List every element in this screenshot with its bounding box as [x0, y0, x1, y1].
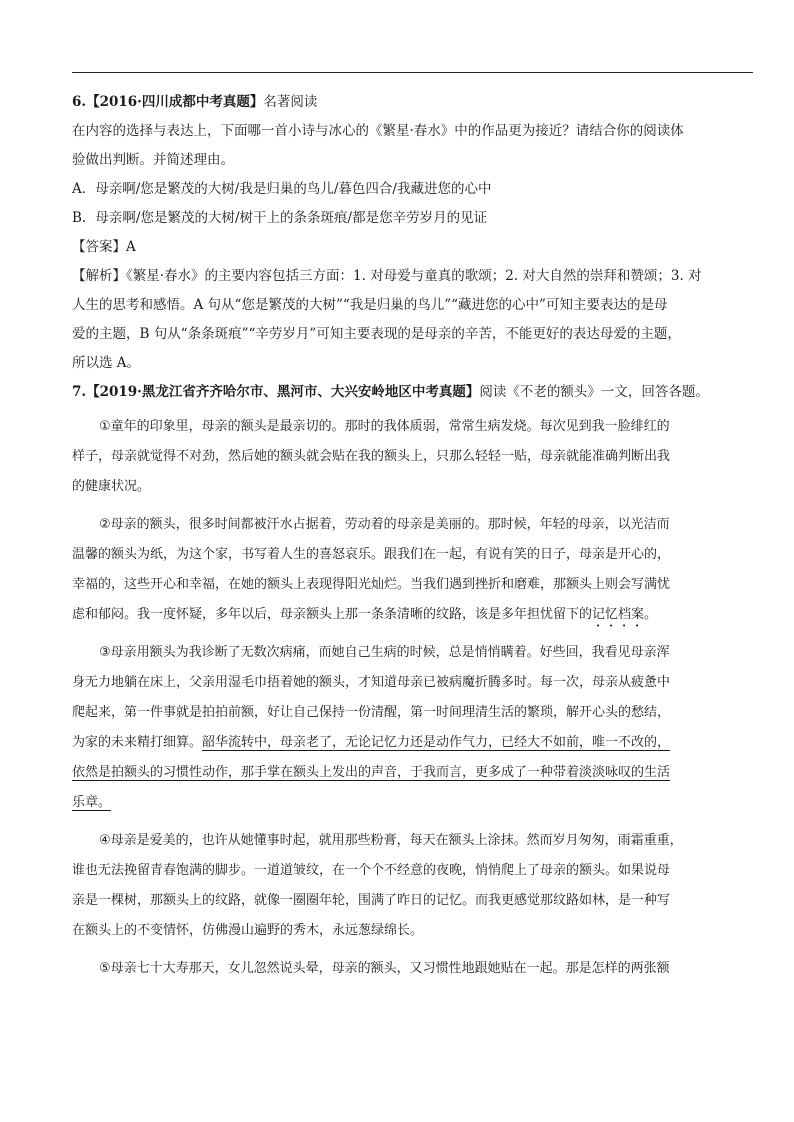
- q7-title: [72, 380, 753, 404]
- p2-line: 温馨的额头为纸，为这个家，书写着人生的喜怒哀乐。跟我们在一起，有说有笑的日子，母亲是开心的，: [72, 547, 671, 562]
- p2-line: [72, 600, 753, 630]
- p5-line: ⑤母亲七十大寿那天，女儿忽然说头晕，母亲的额头，又习惯性地跟她贴在一起。那是怎样的两张额: [99, 961, 670, 976]
- underlined-sentence: 依然是拍额头的习惯性动作，那手掌在额头上发出的声音，于我而言，更多成了一种带着淡淡咏叹的生活: [72, 765, 671, 780]
- q6-number: 6.: [72, 94, 87, 110]
- dotted-phrase: 记忆档案: [592, 607, 645, 622]
- p4-line: ④母亲是爱美的，也许从她懂事时起，就用那些粉膏，每天在额头上涂抹。然而岁月匆匆，雨霜重重，: [99, 833, 683, 848]
- p1-line: 的健康状况。: [72, 479, 151, 494]
- q7-intro: 阅读《不老的额头》一文，回答各题。: [479, 384, 709, 400]
- q6-title: [72, 90, 753, 114]
- q6-option-b: B．母亲啊/您是繁茂的大树/树干上的条条斑痕/都是您辛劳岁月的见证: [72, 210, 488, 226]
- p3-line: 爬起来，第一件事就是拍拍前额，好让自己保持一份清醒，第一时间理清生活的繁琐，解开心头的愁结，: [72, 705, 671, 720]
- essay: [72, 412, 753, 984]
- q6-answer: [72, 235, 753, 259]
- q6-topic: 名著阅读: [263, 94, 318, 110]
- answer-label: 【答案】: [72, 239, 126, 255]
- header-rule: [72, 72, 753, 73]
- analysis-label: 【解析】: [72, 268, 126, 284]
- p4-line: 谁也无法挽留青春饱满的脚步。一道道皱纹，在一个个不经意的夜晚，悄悄爬上了母亲的额头。如果说母: [72, 863, 671, 878]
- p1-line: 样子，母亲就觉得不对劲，然后她的额头就会贴在我的额头上，只那么轻轻一贴，母亲就能准确判断出我: [72, 449, 671, 464]
- q6-analysis-2: 人生的思考和感悟。A 句从“您是繁茂的大树”“我是归巢的鸟儿”“藏进您的心中”可知主要表达的是母: [72, 297, 668, 313]
- underlined-sentence: 韶华流转中，母亲老了，无论记忆力还是动作气力，已经大不如前，唯一不改的，: [202, 735, 671, 750]
- underlined-sentence: 乐章。: [72, 795, 112, 810]
- q6-analysis-3: 爱的主题，B 句从“条条斑痕”“辛劳岁月”可知主要表现的是母亲的辛苦，不能更好的表达母爱的主题，: [72, 326, 681, 342]
- p2-line: 幸福的，这些开心和幸福，在她的额头上表现得阳光灿烂。当我们遇到挫折和磨难，那额头上则会写满忧: [72, 577, 671, 592]
- p2-end: 。: [644, 607, 658, 622]
- p3-line: ③母亲用额头为我诊断了无数次病痛，而她自己生病的时候，总是悄悄瞒着。好些回，我看见母亲浑: [99, 645, 670, 660]
- analysis-text: 《繁星·春水》的主要内容包括三方面：1. 对母爱与童真的歌颂；2. 对大自然的崇拜和赞颂；3. 对: [126, 268, 702, 284]
- p4-line: 亲是一棵树，那额头上的纹路，就像一圈圈年轮，围满了昨日的记忆。而我更感觉那纹路如林，是一种写: [72, 893, 671, 908]
- q6-stem-1: 在内容的选择与表达上，下面哪一首小诗与冰心的《繁星·春水》中的作品更为接近？请结合你的阅读体: [72, 123, 684, 139]
- p2-line: ②母亲的额头，很多时间都被汗水占据着，劳动着的母亲是美丽的。那时候，年轻的母亲，以光洁而: [99, 517, 670, 532]
- answer-value: A: [126, 239, 136, 255]
- p3-line: [72, 728, 753, 758]
- q7-source: 【2019·黑龙江省齐齐哈尔市、黑河市、大兴安岭地区中考真题】: [86, 384, 480, 400]
- q6-analysis-4: 所以选 A。: [72, 355, 141, 371]
- p3-line: [72, 758, 753, 788]
- document-body: [72, 90, 753, 984]
- p4-line: 在额头上的不变情怀，仿佛漫山遍野的秀木，永远葱绿绵长。: [72, 923, 424, 938]
- p3-line: 身无力地躺在床上，父亲用湿毛巾捂着她的额头，才知道母亲已被病魔折腾多时。每一次，母亲从疲惫中: [72, 675, 671, 690]
- p3-line: [72, 788, 753, 818]
- q6-analysis-1: [72, 264, 753, 288]
- q7-number: 7.: [72, 384, 87, 400]
- q6-option-a: A．母亲啊/您是繁茂的大树/我是归巢的鸟儿/暮色四合/我藏进您的心中: [72, 181, 492, 197]
- p3-text: 为家的未来精打细算。: [72, 735, 203, 750]
- p2-text: 虑和郁闷。我一度怀疑，多年以后，母亲额头上那一条条清晰的纹路，该是多年担忧留下的: [72, 607, 593, 622]
- q6-source: 【2016·四川成都中考真题】: [86, 94, 264, 110]
- p1-line: ①童年的印象里，母亲的额头是最亲切的。那时的我体质弱，常常生病发烧。每次见到我一脸绯红的: [99, 419, 670, 434]
- q6-stem-2: 验做出判断。并简述理由。: [72, 152, 234, 168]
